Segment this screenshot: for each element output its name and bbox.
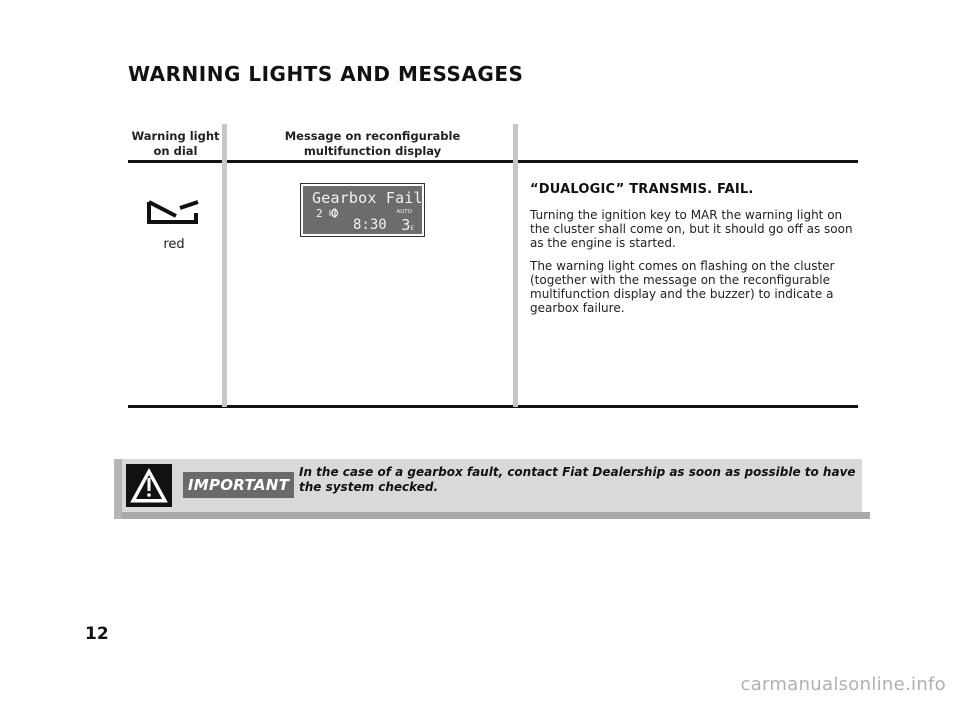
display-gear-value: 3: [401, 216, 411, 234]
table-bottom-rule: [128, 405, 858, 408]
message-title: “DUALOGIC” TRANSMIS. FAIL.: [530, 182, 754, 197]
column-header-line: Warning light: [131, 129, 220, 143]
headlight-icon: [329, 208, 341, 218]
multifunction-display: [300, 183, 432, 237]
page-number: 12: [85, 624, 109, 644]
message-paragraph: Turning the ignition key to MAR the warning light on the cluster shall come on, but it should go off as soon as the engine is started.: [530, 208, 853, 250]
display-mode: AUTO: [396, 209, 412, 215]
message-description: [530, 208, 855, 324]
column-header-line: on dial: [153, 144, 198, 158]
message-paragraph: The warning light comes on flashing on the cluster (together with the message on the reconfigurable multifunction display and the buzzer) to indicate a gearbox failure.: [530, 259, 835, 315]
important-note: [114, 459, 864, 521]
column-header-warning-light: [128, 129, 223, 159]
column-separator: [222, 124, 227, 407]
display-message: Gearbox Fail.: [312, 189, 432, 207]
display-gear: [401, 216, 414, 234]
watermark: carmanualsonline.info: [740, 674, 946, 695]
display-gear-left: [316, 207, 341, 220]
display-time: 8:30: [353, 217, 387, 233]
important-label: IMPORTANT: [183, 472, 294, 498]
gearbox-failure-icon: [146, 198, 202, 226]
column-header-message: [250, 129, 495, 159]
column-header-line: Message on reconfigurable: [284, 129, 461, 143]
warning-triangle-icon: [126, 464, 172, 507]
table-top-rule: [128, 160, 858, 163]
display-gear-left-value: 2: [316, 207, 323, 220]
page-title: WARNING LIGHTS AND MESSAGES: [128, 62, 524, 86]
column-header-line: multifunction display: [303, 144, 442, 158]
important-text: In the case of a gearbox fault, contact Fiat Dealership as soon as possible to have the system checked.: [299, 465, 856, 494]
display-gear-sub: E: [410, 225, 414, 232]
icon-color-label: red: [163, 237, 185, 252]
column-separator: [513, 124, 518, 407]
